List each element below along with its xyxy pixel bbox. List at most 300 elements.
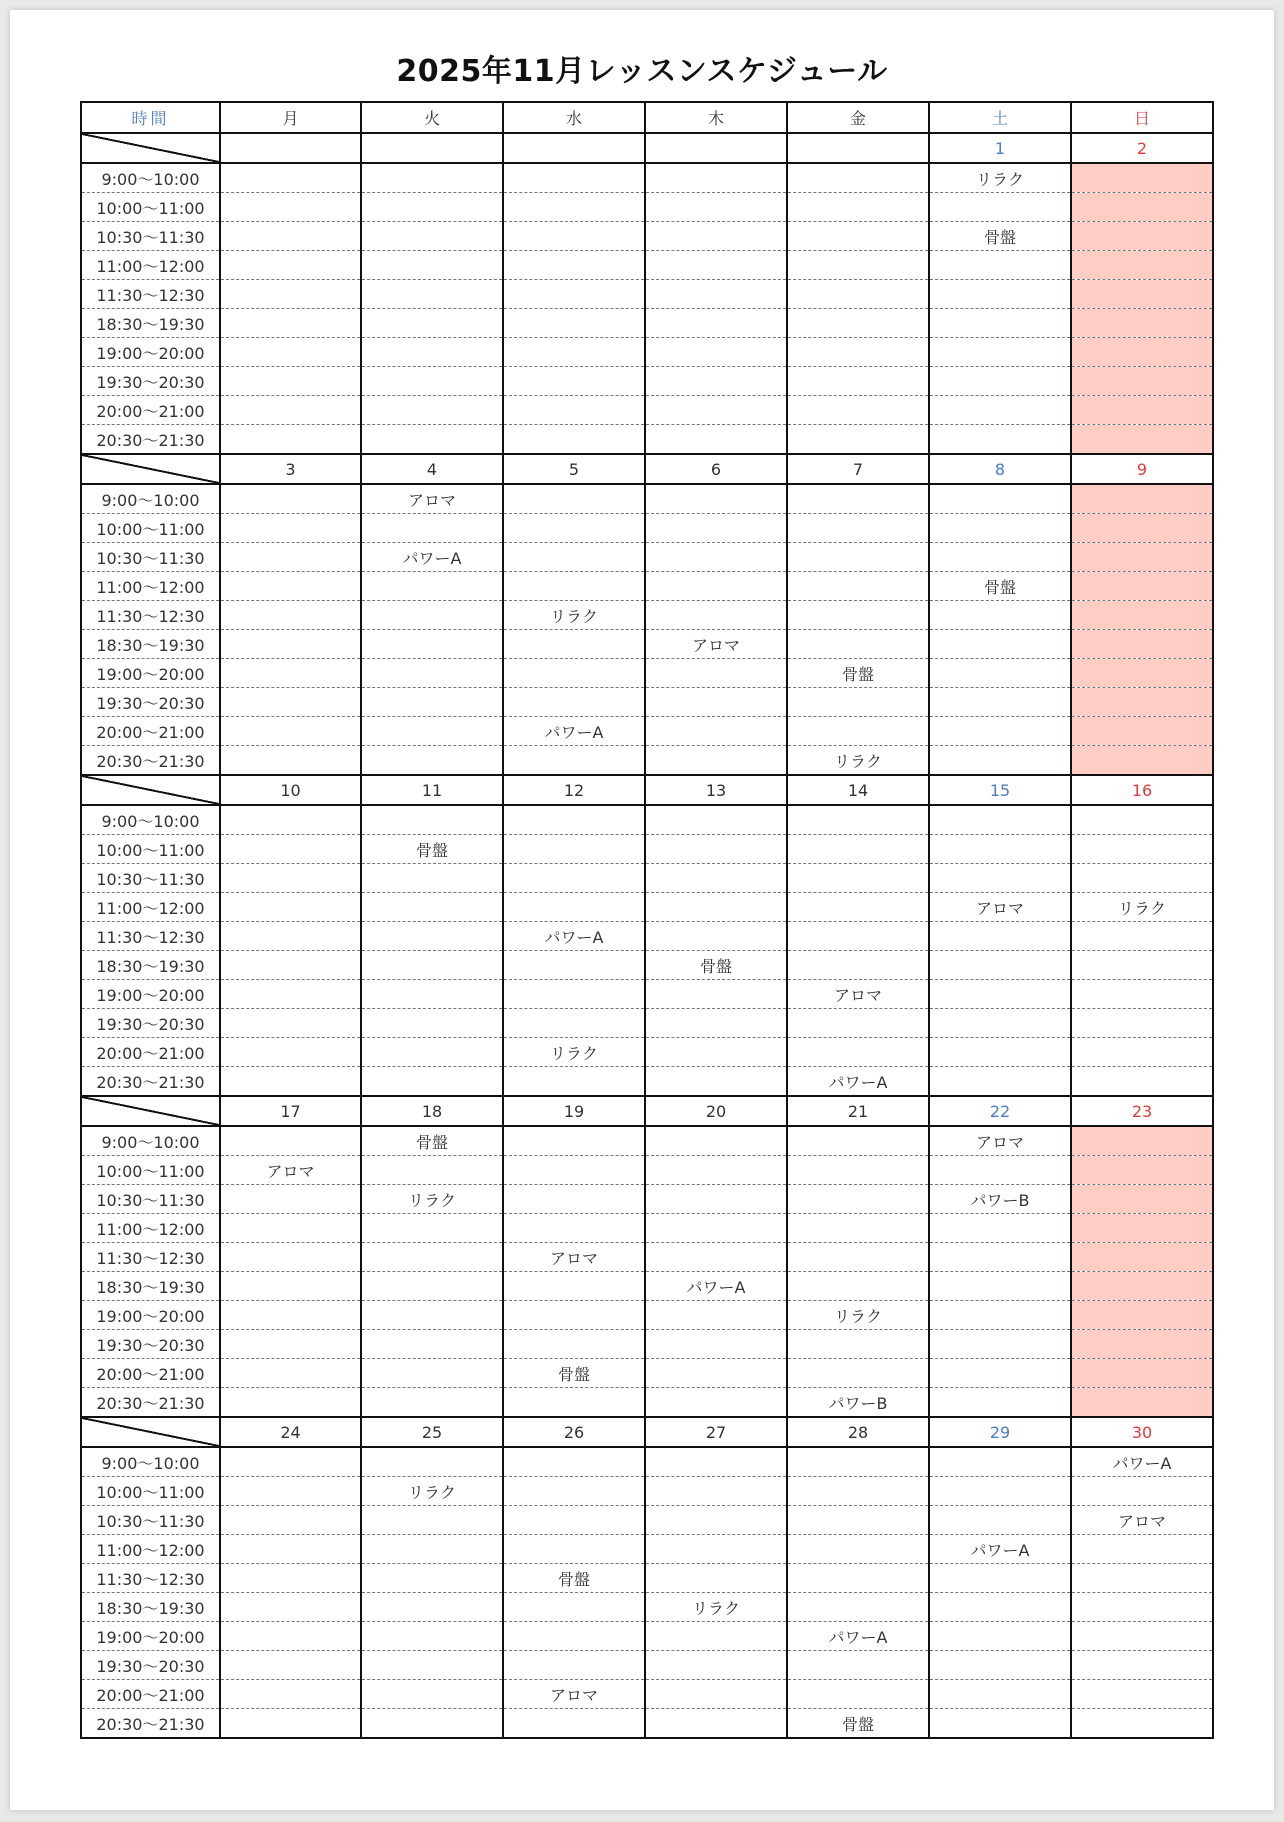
time-slot-row [81,543,1213,572]
lesson-cell-wed [503,1185,645,1214]
date-cell-fri [787,133,929,163]
time-slot-row [81,572,1213,601]
lesson-cell-sat: 骨盤 [929,222,1071,251]
time-slot-row [81,1622,1213,1651]
lesson-cell-sun [1071,1330,1213,1359]
lesson-cell-sun [1071,280,1213,309]
date-cell-tue: 25 [361,1417,503,1447]
lesson-cell-wed [503,1301,645,1330]
lesson-cell-tue [361,1067,503,1097]
lesson-cell-fri: 骨盤 [787,659,929,688]
lesson-cell-sat [929,1593,1071,1622]
time-slot-label: 20:30〜21:30 [81,1709,220,1739]
time-slot-row [81,1126,1213,1156]
time-slot-row [81,193,1213,222]
lesson-cell-sat [929,630,1071,659]
lesson-cell-tue [361,396,503,425]
lesson-cell-tue: パワーA [361,543,503,572]
lesson-cell-mon [220,1593,361,1622]
time-slot-row [81,1535,1213,1564]
lesson-cell-mon [220,484,361,514]
time-slot-label: 18:30〜19:30 [81,1593,220,1622]
lesson-cell-sun [1071,980,1213,1009]
lesson-cell-mon [220,425,361,455]
time-slot-label: 20:30〜21:30 [81,1067,220,1097]
lesson-cell-mon [220,630,361,659]
lesson-cell-sun [1071,396,1213,425]
week-date-row [81,133,1213,163]
lesson-cell-sat [929,514,1071,543]
lesson-cell-wed: リラク [503,1038,645,1067]
lesson-cell-sun [1071,1067,1213,1097]
time-slot-row [81,805,1213,835]
time-slot-row [81,484,1213,514]
lesson-cell-thu [645,688,787,717]
time-slot-row [81,1506,1213,1535]
schedule-page [10,10,1274,1810]
lesson-cell-mon [220,1126,361,1156]
lesson-cell-sat [929,484,1071,514]
lesson-cell-sun [1071,163,1213,193]
lesson-cell-sat: パワーA [929,1535,1071,1564]
lesson-cell-mon [220,1388,361,1418]
lesson-cell-thu [645,1243,787,1272]
lesson-cell-mon [220,1477,361,1506]
lesson-cell-sat [929,251,1071,280]
date-cell-mon [220,133,361,163]
lesson-cell-tue [361,338,503,367]
date-cell-sun: 23 [1071,1096,1213,1126]
week-date-row [81,1417,1213,1447]
lesson-cell-thu [645,543,787,572]
lesson-cell-thu [645,309,787,338]
time-slot-label: 18:30〜19:30 [81,1272,220,1301]
lesson-cell-fri [787,1272,929,1301]
time-slot-label: 18:30〜19:30 [81,309,220,338]
lesson-cell-sat [929,1243,1071,1272]
time-slot-row [81,1477,1213,1506]
lesson-cell-wed [503,280,645,309]
lesson-cell-sun [1071,1622,1213,1651]
date-cell-fri: 7 [787,454,929,484]
lesson-cell-sat [929,980,1071,1009]
time-slot-row [81,1680,1213,1709]
lesson-cell-sat [929,1272,1071,1301]
lesson-cell-tue [361,1038,503,1067]
lesson-cell-mon [220,922,361,951]
diagonal-corner-cell [81,775,220,805]
lesson-cell-fri [787,1243,929,1272]
lesson-cell-fri [787,688,929,717]
lesson-cell-wed [503,367,645,396]
lesson-cell-wed [503,1477,645,1506]
date-cell-sat: 15 [929,775,1071,805]
date-cell-fri: 21 [787,1096,929,1126]
time-slot-row [81,601,1213,630]
lesson-cell-thu [645,805,787,835]
lesson-cell-fri: パワーA [787,1067,929,1097]
date-cell-wed: 12 [503,775,645,805]
time-slot-row [81,1388,1213,1418]
time-slot-label: 19:30〜20:30 [81,1330,220,1359]
lesson-cell-wed [503,1622,645,1651]
date-cell-sat: 1 [929,133,1071,163]
lesson-cell-sun: パワーA [1071,1447,1213,1477]
lesson-cell-tue [361,980,503,1009]
week-date-row [81,1096,1213,1126]
lesson-cell-mon: アロマ [220,1156,361,1185]
time-slot-row [81,688,1213,717]
lesson-cell-sat [929,338,1071,367]
time-slot-row [81,835,1213,864]
time-slot-label: 11:30〜12:30 [81,922,220,951]
lesson-cell-sun [1071,688,1213,717]
lesson-cell-sun [1071,1126,1213,1156]
lesson-cell-sat [929,688,1071,717]
date-cell-wed: 19 [503,1096,645,1126]
time-slot-row [81,659,1213,688]
lesson-cell-sun [1071,1564,1213,1593]
time-slot-row [81,338,1213,367]
lesson-cell-thu [645,1067,787,1097]
lesson-cell-sun [1071,746,1213,776]
lesson-cell-mon [220,1214,361,1243]
lesson-cell-sun [1071,1680,1213,1709]
time-slot-label: 20:00〜21:00 [81,1038,220,1067]
lesson-cell-tue: リラク [361,1185,503,1214]
lesson-cell-sat [929,1622,1071,1651]
lesson-cell-sat [929,1214,1071,1243]
time-slot-label: 9:00〜10:00 [81,1126,220,1156]
lesson-cell-wed [503,1330,645,1359]
lesson-cell-sat [929,1156,1071,1185]
lesson-cell-sun [1071,193,1213,222]
lesson-cell-mon [220,163,361,193]
lesson-cell-thu [645,1038,787,1067]
lesson-cell-wed: パワーA [503,717,645,746]
lesson-cell-fri [787,1477,929,1506]
lesson-cell-fri [787,425,929,455]
page-title: 2025年11月レッスンスケジュール [396,54,888,89]
lesson-cell-wed [503,163,645,193]
lesson-cell-sun [1071,864,1213,893]
time-slot-label: 10:00〜11:00 [81,1156,220,1185]
lesson-cell-fri [787,630,929,659]
lesson-cell-wed [503,309,645,338]
lesson-cell-tue [361,163,503,193]
time-slot-label: 20:30〜21:30 [81,425,220,455]
lesson-cell-fri [787,543,929,572]
lesson-cell-wed: 骨盤 [503,1359,645,1388]
lesson-cell-thu [645,1447,787,1477]
lesson-cell-thu [645,1185,787,1214]
lesson-cell-sun [1071,659,1213,688]
lesson-cell-fri [787,251,929,280]
lesson-cell-wed [503,338,645,367]
lesson-cell-thu [645,864,787,893]
lesson-cell-thu [645,338,787,367]
lesson-cell-mon [220,893,361,922]
time-header: 時間 [81,102,220,133]
lesson-cell-sat [929,1038,1071,1067]
lesson-cell-thu [645,601,787,630]
time-slot-label: 11:30〜12:30 [81,601,220,630]
lesson-cell-fri [787,1447,929,1477]
time-slot-row [81,163,1213,193]
time-slot-label: 9:00〜10:00 [81,1447,220,1477]
time-slot-label: 9:00〜10:00 [81,163,220,193]
lesson-cell-mon [220,951,361,980]
lesson-cell-thu [645,1301,787,1330]
lesson-cell-fri [787,805,929,835]
lesson-cell-sun [1071,484,1213,514]
lesson-cell-thu [645,717,787,746]
time-slot-row [81,1272,1213,1301]
lesson-cell-wed [503,1272,645,1301]
lesson-cell-thu [645,1126,787,1156]
time-slot-label: 19:00〜20:00 [81,659,220,688]
lesson-cell-mon [220,396,361,425]
lesson-cell-sun [1071,1243,1213,1272]
lesson-cell-thu [645,396,787,425]
time-slot-row [81,746,1213,776]
lesson-cell-sun [1071,1651,1213,1680]
lesson-cell-sat [929,835,1071,864]
lesson-cell-tue: 骨盤 [361,1126,503,1156]
lesson-cell-thu [645,893,787,922]
date-cell-fri: 14 [787,775,929,805]
time-slot-label: 11:30〜12:30 [81,280,220,309]
lesson-cell-thu [645,1214,787,1243]
day-header-fri: 金 [787,102,929,133]
date-cell-thu [645,133,787,163]
lesson-cell-fri [787,601,929,630]
time-slot-row [81,717,1213,746]
time-slot-label: 19:30〜20:30 [81,1009,220,1038]
lesson-cell-mon [220,572,361,601]
date-cell-fri: 28 [787,1417,929,1447]
lesson-cell-mon [220,805,361,835]
lesson-cell-sun [1071,1214,1213,1243]
lesson-cell-tue [361,514,503,543]
lesson-cell-tue: 骨盤 [361,835,503,864]
lesson-cell-thu: リラク [645,1593,787,1622]
lesson-cell-tue [361,222,503,251]
lesson-cell-mon [220,601,361,630]
lesson-cell-fri [787,222,929,251]
time-slot-label: 10:00〜11:00 [81,193,220,222]
lesson-cell-fri: パワーB [787,1388,929,1418]
lesson-cell-thu [645,659,787,688]
lesson-cell-wed [503,688,645,717]
date-cell-sat: 22 [929,1096,1071,1126]
time-slot-row [81,1593,1213,1622]
lesson-cell-sun: アロマ [1071,1506,1213,1535]
lesson-cell-thu [645,514,787,543]
lesson-cell-mon [220,1009,361,1038]
lesson-cell-sun [1071,543,1213,572]
time-slot-label: 11:00〜12:00 [81,1214,220,1243]
lesson-cell-sat [929,280,1071,309]
lesson-cell-wed [503,659,645,688]
lesson-cell-fri: リラク [787,1301,929,1330]
lesson-cell-sun [1071,922,1213,951]
date-cell-sun: 16 [1071,775,1213,805]
lesson-cell-mon [220,1038,361,1067]
lesson-cell-thu [645,1506,787,1535]
time-slot-row [81,980,1213,1009]
lesson-cell-sat [929,864,1071,893]
lesson-cell-sun: リラク [1071,893,1213,922]
lesson-cell-sat [929,367,1071,396]
lesson-cell-mon [220,1330,361,1359]
time-slot-row [81,396,1213,425]
lesson-cell-tue [361,1680,503,1709]
lesson-cell-sun [1071,1185,1213,1214]
lesson-cell-fri [787,338,929,367]
lesson-cell-sun [1071,1593,1213,1622]
lesson-cell-tue [361,717,503,746]
lesson-cell-mon [220,864,361,893]
lesson-cell-thu: 骨盤 [645,951,787,980]
lesson-cell-wed [503,1506,645,1535]
lesson-cell-tue [361,1359,503,1388]
lesson-cell-mon [220,659,361,688]
time-slot-label: 20:00〜21:00 [81,717,220,746]
time-slot-label: 10:00〜11:00 [81,835,220,864]
time-slot-row [81,1330,1213,1359]
lesson-cell-fri [787,1038,929,1067]
lesson-cell-sun [1071,425,1213,455]
lesson-cell-thu [645,1709,787,1739]
lesson-cell-sat [929,1564,1071,1593]
lesson-cell-sun [1071,338,1213,367]
time-slot-row [81,309,1213,338]
lesson-cell-fri [787,1651,929,1680]
day-header-wed: 水 [503,102,645,133]
date-cell-thu: 13 [645,775,787,805]
lesson-cell-sat [929,1709,1071,1739]
time-slot-row [81,1564,1213,1593]
lesson-cell-mon [220,746,361,776]
lesson-cell-wed [503,425,645,455]
lesson-cell-fri: リラク [787,746,929,776]
time-slot-row [81,1243,1213,1272]
lesson-cell-fri [787,922,929,951]
lesson-cell-wed [503,1709,645,1739]
lesson-cell-wed [503,251,645,280]
lesson-cell-tue: アロマ [361,484,503,514]
date-cell-sun: 30 [1071,1417,1213,1447]
lesson-cell-thu [645,746,787,776]
date-cell-sat: 29 [929,1417,1071,1447]
lesson-cell-wed: アロマ [503,1243,645,1272]
time-slot-row [81,864,1213,893]
time-slot-row [81,280,1213,309]
lesson-cell-wed [503,1447,645,1477]
lesson-cell-fri [787,835,929,864]
date-cell-sun: 9 [1071,454,1213,484]
lesson-cell-sun [1071,630,1213,659]
lesson-cell-thu [645,280,787,309]
lesson-cell-fri [787,572,929,601]
time-slot-label: 10:30〜11:30 [81,222,220,251]
lesson-cell-mon [220,251,361,280]
lesson-cell-tue [361,746,503,776]
lesson-cell-fri [787,1126,929,1156]
lesson-cell-wed [503,1067,645,1097]
time-slot-row [81,222,1213,251]
date-cell-sat: 8 [929,454,1071,484]
time-slot-label: 19:00〜20:00 [81,338,220,367]
time-slot-row [81,514,1213,543]
lesson-cell-thu [645,193,787,222]
lesson-cell-tue [361,193,503,222]
lesson-cell-sat [929,193,1071,222]
lesson-cell-tue [361,951,503,980]
time-slot-label: 9:00〜10:00 [81,484,220,514]
lesson-cell-mon [220,1359,361,1388]
lesson-cell-mon [220,193,361,222]
lesson-cell-sat [929,1477,1071,1506]
lesson-cell-sat [929,746,1071,776]
lesson-cell-tue [361,893,503,922]
lesson-cell-tue [361,1506,503,1535]
lesson-cell-fri [787,1009,929,1038]
time-slot-label: 18:30〜19:30 [81,951,220,980]
lesson-cell-sat: リラク [929,163,1071,193]
time-slot-row [81,1651,1213,1680]
lesson-cell-thu [645,484,787,514]
time-slot-row [81,630,1213,659]
time-slot-label: 20:00〜21:00 [81,396,220,425]
time-slot-label: 19:00〜20:00 [81,980,220,1009]
lesson-cell-sun [1071,1009,1213,1038]
lesson-cell-sat [929,717,1071,746]
diagonal-corner-cell [81,454,220,484]
diagonal-corner-cell [81,1096,220,1126]
lesson-cell-mon [220,1651,361,1680]
time-slot-row [81,1185,1213,1214]
date-cell-thu: 20 [645,1096,787,1126]
lesson-cell-tue [361,659,503,688]
lesson-cell-sun [1071,1709,1213,1739]
lesson-cell-sat [929,1067,1071,1097]
date-cell-mon: 3 [220,454,361,484]
lesson-cell-thu [645,1388,787,1418]
lesson-cell-sun [1071,601,1213,630]
lesson-cell-tue [361,864,503,893]
lesson-cell-thu [645,251,787,280]
lesson-cell-sun [1071,251,1213,280]
lesson-cell-sun [1071,1359,1213,1388]
time-slot-row [81,367,1213,396]
schedule-table [80,101,1214,1739]
lesson-cell-wed [503,980,645,1009]
lesson-cell-mon [220,338,361,367]
lesson-cell-thu [645,1622,787,1651]
lesson-cell-thu [645,1651,787,1680]
lesson-cell-thu [645,572,787,601]
lesson-cell-sat [929,1388,1071,1418]
date-cell-tue [361,133,503,163]
lesson-cell-tue [361,1330,503,1359]
lesson-cell-tue [361,1709,503,1739]
date-cell-tue: 18 [361,1096,503,1126]
time-slot-row [81,922,1213,951]
time-slot-label: 10:30〜11:30 [81,864,220,893]
lesson-cell-fri [787,1506,929,1535]
